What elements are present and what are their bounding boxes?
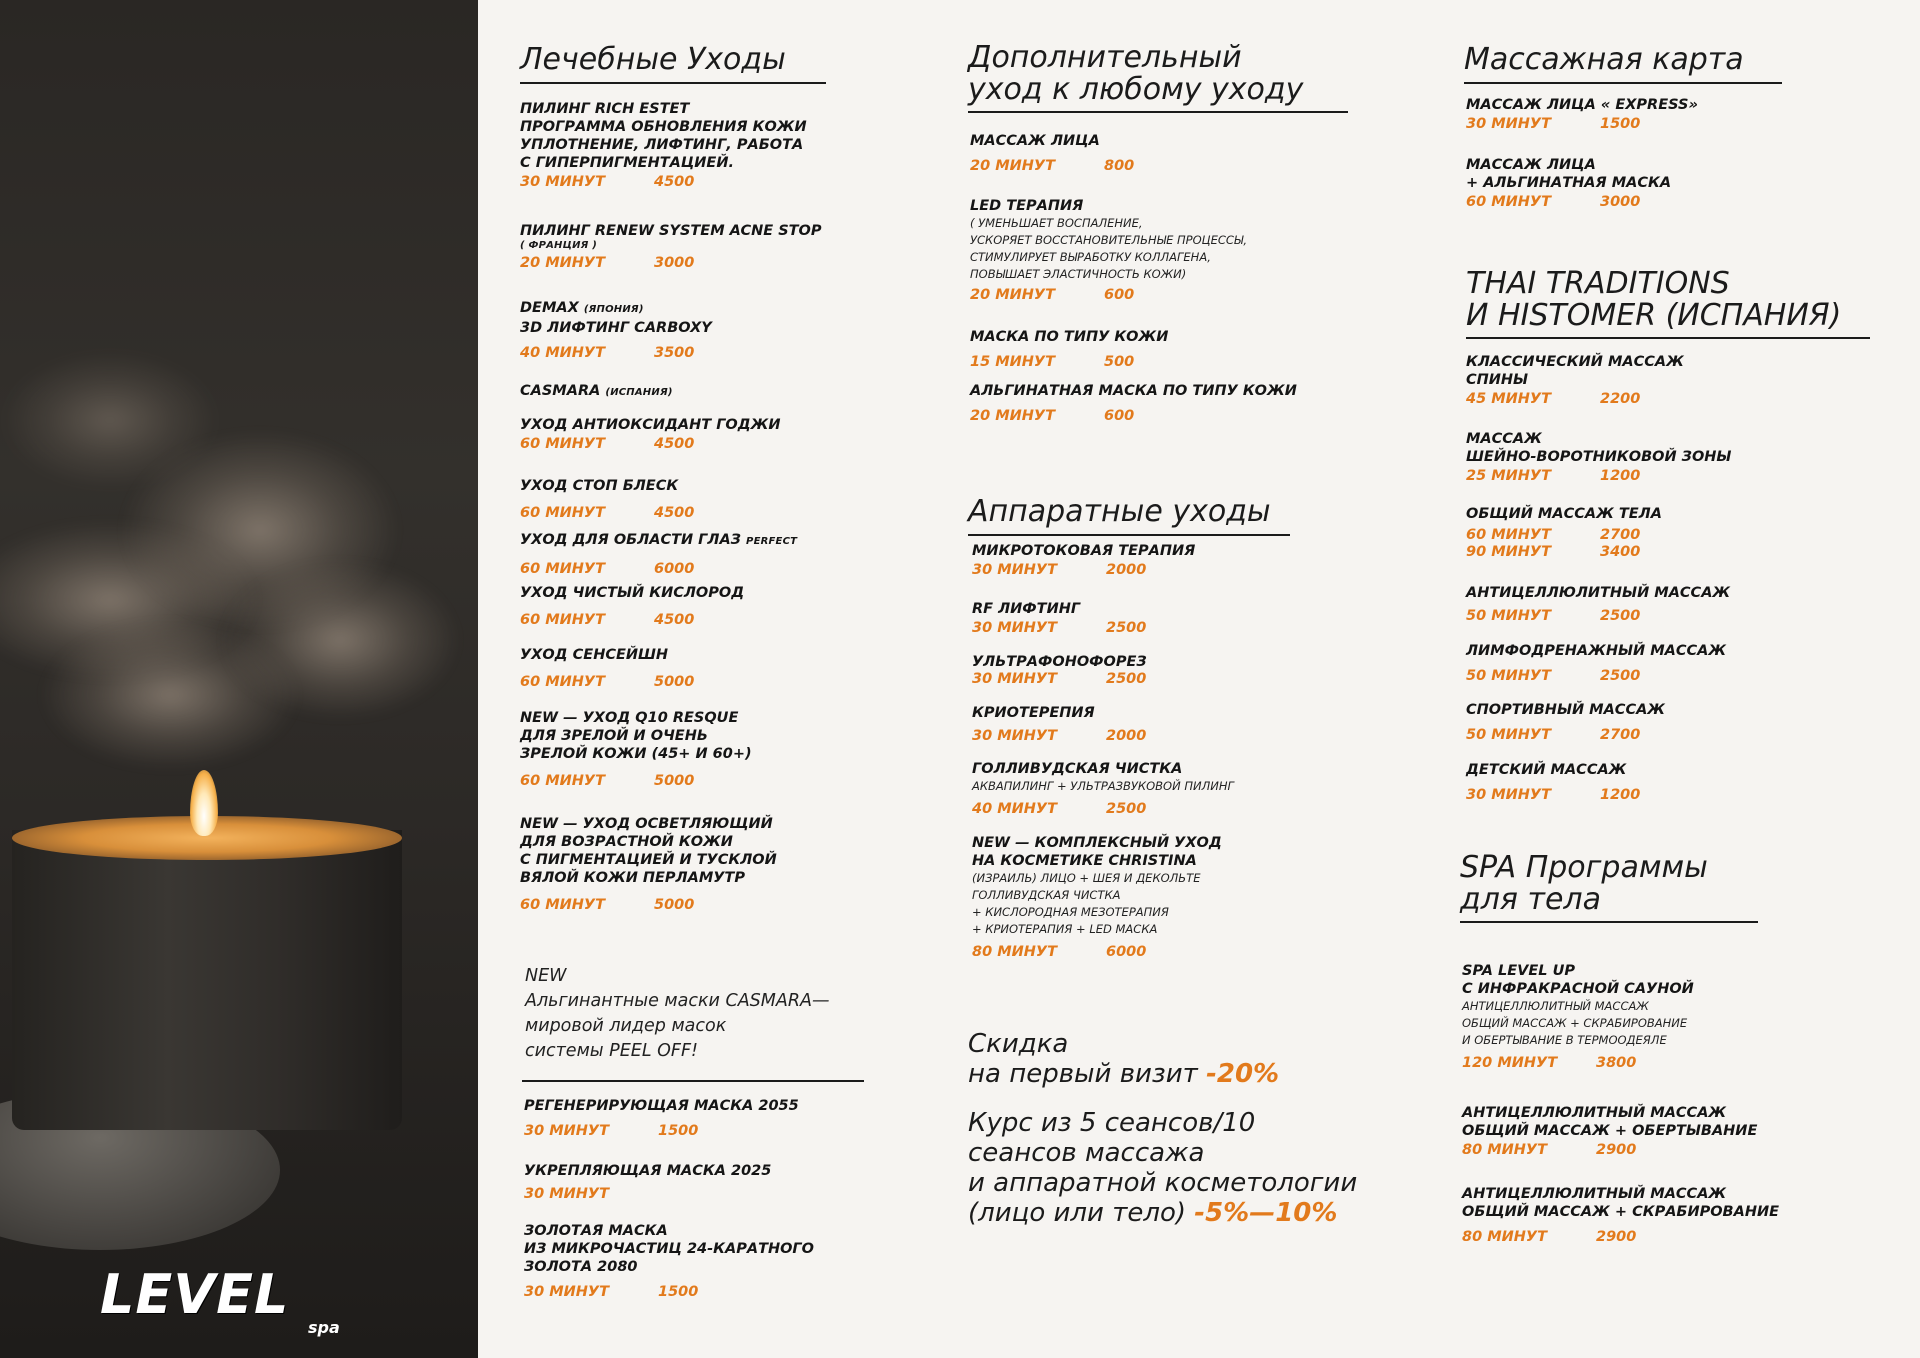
list-item: МАССАЖ ЛИЦА 20 МИНУТ 800 (970, 133, 1135, 174)
list-item: АНТИЦЕЛЛЮЛИТНЫЙ МАССАЖ ОБЩИЙ МАССАЖ + ОБЕРТЫВАНИЕ 80 МИНУТ 2900 (1462, 1105, 1758, 1158)
list-item: ПИЛИНГ RENEW SYSTEM ACNE STOP ( ФРАНЦИЯ ) 20 МИНУТ 3000 (520, 223, 822, 271)
list-item: УХОД СТОП БЛЕСК 60 МИНУТ 4500 (520, 478, 695, 521)
list-item: ДЕТСКИЙ МАССАЖ 30 МИНУТ 1200 (1466, 762, 1641, 803)
list-item: УХОД АНТИОКСИДАНТ ГОДЖИ 60 МИНУТ 4500 (520, 417, 781, 452)
promo-course: Курс из 5 сеансов/10 сеансов массажа и аппаратной косметологии (лицо или тело) -5%—10% (968, 1108, 1358, 1228)
casmara-note: NEW Альгинантные маски CASMARA— мировой лидер масок системы PEEL OFF! (525, 966, 830, 1061)
list-item: RF ЛИФТИНГ 30 МИНУТ 2500 (972, 601, 1147, 636)
list-item: УХОД СЕНСЕЙШН 60 МИНУТ 5000 (520, 647, 695, 690)
candle-body (12, 830, 402, 1130)
list-item: МАССАЖ ЛИЦА + АЛЬГИНАТНАЯ МАСКА 60 МИНУТ 3000 (1466, 157, 1672, 210)
list-item: ГОЛЛИВУДСКАЯ ЧИСТКА АКВАПИЛИНГ + УЛЬТРАЗВУКОВОЙ ПИЛИНГ 40 МИНУТ 2500 (972, 761, 1234, 817)
list-item: СПОРТИВНЫЙ МАССАЖ 50 МИНУТ 2700 (1466, 702, 1666, 743)
list-item: КЛАССИЧЕСКИЙ МАССАЖ СПИНЫ 45 МИНУТ 2200 (1466, 354, 1684, 407)
list-item: РЕГЕНЕРИРУЮЩАЯ МАСКА 2055 30 МИНУТ 1500 (524, 1098, 799, 1139)
list-item: LED ТЕРАПИЯ ( УМЕНЬШАЕТ ВОСПАЛЕНИЕ, УСКОРЯЕТ ВОССТАНОВИТЕЛЬНЫЕ ПРОЦЕССЫ, СТИМУЛИРУЕТ ВЫРАБОТКУ КОЛЛАГЕНА, ПОВЫШАЕТ ЭЛАСТИЧНОСТЬ КОЖИ) 20 МИНУТ 600 (970, 198, 1247, 303)
list-item: ОБЩИЙ МАССАЖ ТЕЛА 60 МИНУТ 2700 90 МИНУТ 3400 (1466, 506, 1662, 560)
heading-additional: Дополнительный уход к любому уходу (968, 42, 1348, 113)
smoke-wisp (220, 560, 460, 720)
list-item: МАССАЖ ЛИЦА « EXPRESS» 30 МИНУТ 1500 (1466, 97, 1698, 132)
list-item: МАССАЖ ШЕЙНО-ВОРОТНИКОВОЙ ЗОНЫ 25 МИНУТ 1200 (1466, 431, 1732, 484)
list-item: NEW — УХОД Q10 RESQUE ДЛЯ ЗРЕЛОЙ И ОЧЕНЬ ЗРЕЛОЙ КОЖИ (45+ И 60+) 60 МИНУТ 5000 (520, 710, 752, 789)
list-item: УЛЬТРАФОНОФОРЕЗ 30 МИНУТ 2500 (972, 654, 1147, 687)
promo-first-visit: Скидка на первый визит -20% (968, 1029, 1280, 1089)
brand-logo: LEVEL (100, 1263, 290, 1326)
list-item: ЗОЛОТАЯ МАСКА ИЗ МИКРОЧАСТИЦ 24-КАРАТНОГО ЗОЛОТА 2080 30 МИНУТ 1500 (524, 1223, 814, 1300)
list-item: DEMAX (ЯПОНИЯ) 3D ЛИФТИНГ CARBOXY 40 МИНУТ 3500 (520, 300, 712, 361)
heading-massage: Массажная карта (1464, 44, 1782, 84)
list-item: МИКРОТОКОВАЯ ТЕРАПИЯ 30 МИНУТ 2000 (972, 543, 1196, 578)
list-item: КРИОТЕРЕПИЯ 30 МИНУТ 2000 (972, 705, 1147, 744)
list-item: NEW — УХОД ОСВЕТЛЯЮЩИЙ ДЛЯ ВОЗРАСТНОЙ КОЖИ С ПИГМЕНТАЦИЕЙ И ТУСКЛОЙ ВЯЛОЙ КОЖИ ПЕРЛАМУТР 60 МИНУТ 5000 (520, 816, 777, 913)
brand-logo-sub: spa (308, 1318, 340, 1337)
list-item: УКРЕПЛЯЮЩАЯ МАСКА 2025 30 МИНУТ (524, 1163, 772, 1202)
list-item: МАСКА ПО ТИПУ КОЖИ 15 МИНУТ 500 (970, 329, 1169, 370)
list-item: АЛЬГИНАТНАЯ МАСКА ПО ТИПУ КОЖИ 20 МИНУТ 600 (970, 383, 1297, 424)
heading-spa: SPA Программы для тела (1460, 852, 1758, 923)
heading-hardware: Аппаратные уходы (968, 496, 1290, 536)
list-item: CASMARA (ИСПАНИЯ) (520, 383, 673, 399)
list-item: ЛИМФОДРЕНАЖНЫЙ МАССАЖ 50 МИНУТ 2500 (1466, 643, 1727, 684)
list-item: NEW — КОМПЛЕКСНЫЙ УХОД НА КОСМЕТИКЕ CHRISTINA (ИЗРАИЛЬ) ЛИЦО + ШЕЯ И ДЕКОЛЬТЕ ГОЛЛИВУДСКАЯ ЧИСТКА + КИСЛОРОДНАЯ МЕЗОТЕРАПИЯ + КРИОТЕРАПИЯ + LED МАСКА 80 МИНУТ 6000 (972, 835, 1222, 960)
divider (522, 1080, 864, 1082)
smoke-wisp (0, 350, 220, 490)
list-item: УХОД ЧИСТЫЙ КИСЛОРОД 60 МИНУТ 4500 (520, 585, 745, 628)
candle-photo (0, 0, 478, 1358)
list-item: SPA LEVEL UP С ИНФРАКРАСНОЙ САУНОЙ АНТИЦЕЛЛЮЛИТНЫЙ МАССАЖ ОБЩИЙ МАССАЖ + СКРАБИРОВАНИЕ И ОБЕРТЫВАНИЕ В ТЕРМООДЕЯЛЕ 120 МИНУТ 3800 (1462, 963, 1694, 1071)
list-item: АНТИЦЕЛЛЮЛИТНЫЙ МАССАЖ 50 МИНУТ 2500 (1466, 585, 1731, 624)
list-item: ПИЛИНГ RICH ESTET ПРОГРАММА ОБНОВЛЕНИЯ КОЖИ УПЛОТНЕНИЕ, ЛИФТИНГ, РАБОТА С ГИПЕРПИГМЕНТАЦИЕЙ. 30 МИНУТ 4500 (520, 101, 807, 190)
heading-treatments: Лечебные Уходы (520, 44, 826, 84)
list-item: АНТИЦЕЛЛЮЛИТНЫЙ МАССАЖ ОБЩИЙ МАССАЖ + СКРАБИРОВАНИЕ 80 МИНУТ 2900 (1462, 1186, 1780, 1245)
candle-flame (190, 770, 218, 836)
list-item: УХОД ДЛЯ ОБЛАСТИ ГЛАЗ PERFECT 60 МИНУТ 6000 (520, 532, 798, 577)
heading-thai: THAI TRADITIONS И HISTOMER (ИСПАНИЯ) (1466, 268, 1870, 339)
